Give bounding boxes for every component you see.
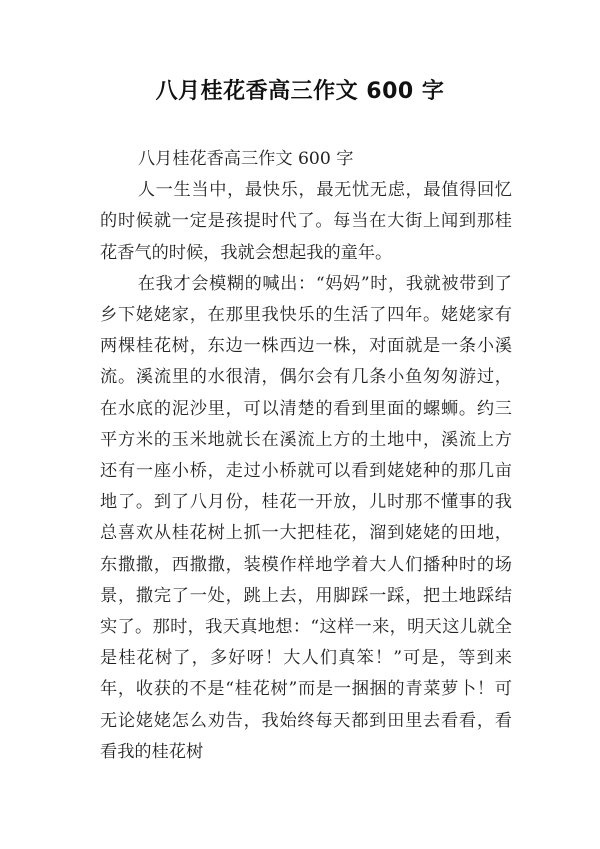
document-body (100, 144, 512, 768)
document-subtitle: 八月桂花香高三作文 600 字 (137, 149, 354, 169)
paragraph-2: 在我才会模糊的喊出：“妈妈”时，我就被带到了乡下姥姥家，在那里我快乐的生活了四年。姥姥家有两棵桂花树，东边一株西边一株，对面就是一条小溪流。溪流里的水很清，偶尔会有几条小鱼匆匆游过，在水底的泥沙里，可以清楚的看到里面的螺蛳。约三平方米的玉米地就长在溪流上方的土地中，溪流上方还有一座小桥，走过小桥就可以看到姥姥种的那几亩地了。到了八月份，桂花一开放，儿时那不懂事的我总喜欢从桂花树上抓一大把桂花，溜到姥姥的田地，东撒撒，西撒撒，装模作样地学着大人们播种时的场景，撒完了一处，跳上去，用脚踩一踩，把土地踩结实了。那时，我天真地想：“这样一来，明天这儿就全是桂花树了，多好呀！大人们真笨！”可是，等到来年，收获的不是“桂花树”而是一捆捆的青菜萝卜！可无论姥姥怎么劝告，我始终每天都到田里去看看，看看我的桂花树 (100, 273, 512, 762)
paragraph-1: 人一生当中，最快乐，最无忧无虑，最值得回忆的时候就一定是孩提时代了。每当在大街上闻到那桂花香气的时候，我就会想起我的童年。 (100, 180, 512, 263)
document-title: 八月桂花香高三作文 600 字 (155, 79, 445, 104)
